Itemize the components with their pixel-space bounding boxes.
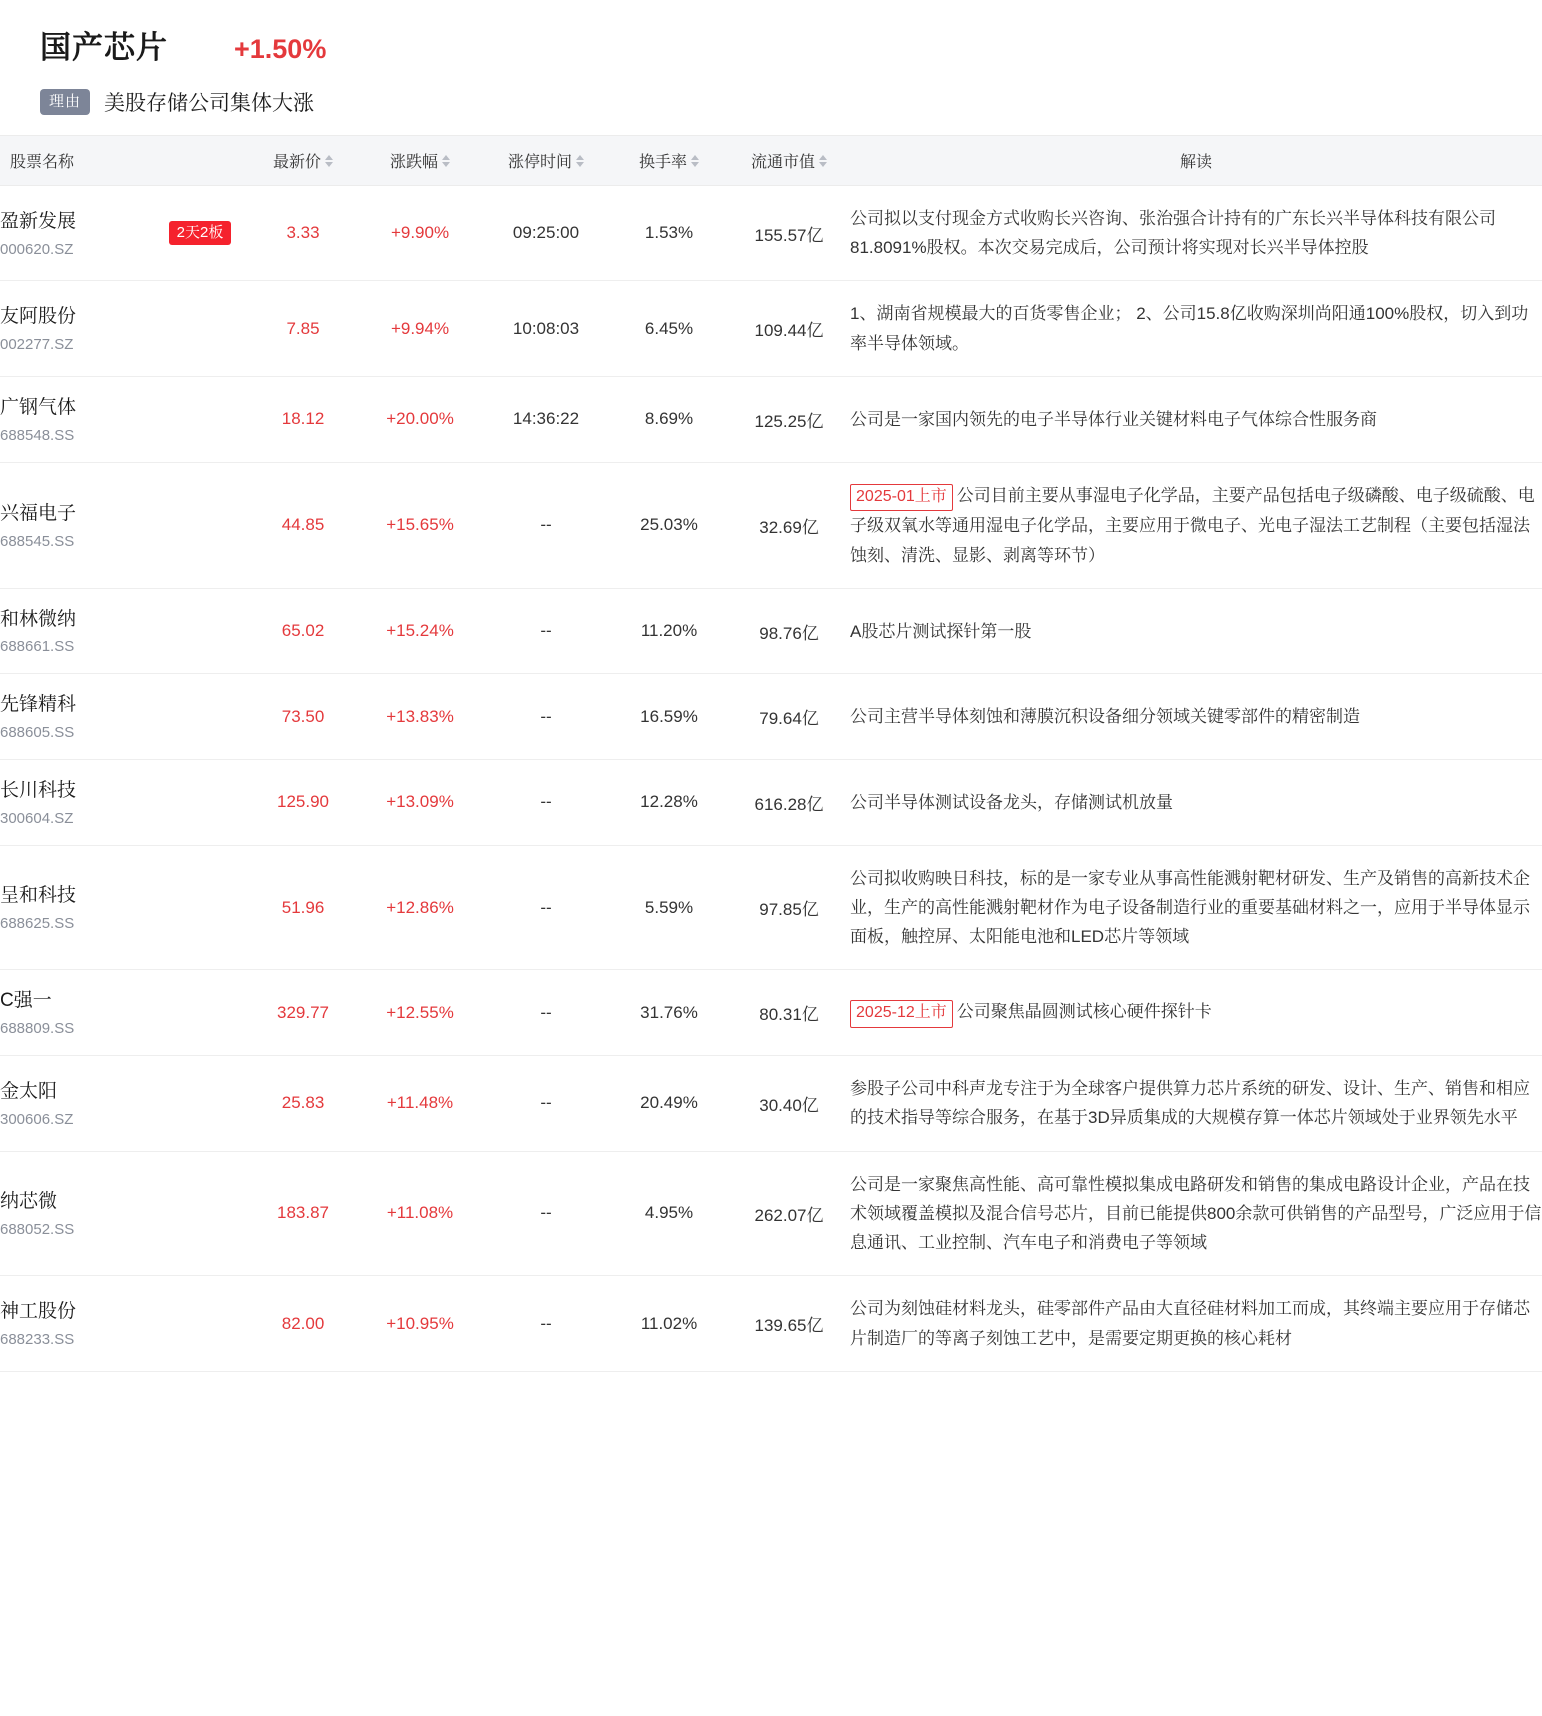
reason-row xyxy=(32,87,1510,117)
price-cell: 183.87 xyxy=(248,1151,358,1276)
table-row[interactable] xyxy=(0,845,1542,970)
stock-name-cell[interactable] xyxy=(0,281,152,376)
turnover-cell: 11.02% xyxy=(610,1276,728,1371)
turnover-cell: 25.03% xyxy=(610,462,728,588)
stock-code: 688661.SS xyxy=(0,638,75,656)
sector-title-row xyxy=(32,22,1510,67)
float-cap-cell: 262.07亿 xyxy=(728,1151,850,1276)
sort-icon[interactable] xyxy=(442,155,450,167)
col-header-float-cap-label: 流通市值 xyxy=(751,154,816,171)
turnover-cell: 11.20% xyxy=(610,588,728,674)
table-body xyxy=(0,186,1542,1372)
limit-time-cell: -- xyxy=(482,845,610,970)
stock-name-cell[interactable] xyxy=(0,588,152,674)
col-header-desc xyxy=(850,136,1542,186)
stock-name-cell[interactable] xyxy=(0,970,152,1056)
desc-text: 公司聚焦晶圆测试核心硬件探针卡 xyxy=(956,1002,1212,1022)
stock-name: 先锋精科 xyxy=(0,694,77,716)
table-row[interactable] xyxy=(0,1151,1542,1276)
float-cap-cell: 139.65亿 xyxy=(728,1276,850,1371)
desc-cell xyxy=(850,462,1542,588)
sort-icon[interactable] xyxy=(819,155,827,167)
board-tag-cell xyxy=(152,1056,248,1151)
board-tag-cell xyxy=(152,376,248,462)
limit-time-cell: -- xyxy=(482,1276,610,1371)
board-tag-cell xyxy=(152,1276,248,1371)
float-cap-cell: 80.31亿 xyxy=(728,970,850,1056)
col-header-price-label: 最新价 xyxy=(273,154,322,171)
col-header-turnover[interactable] xyxy=(610,136,728,186)
change-cell: +20.00% xyxy=(358,376,482,462)
change-cell: +11.08% xyxy=(358,1151,482,1276)
float-cap-cell: 155.57亿 xyxy=(728,186,850,281)
price-cell: 44.85 xyxy=(248,462,358,588)
stock-name-cell[interactable] xyxy=(0,845,152,970)
turnover-cell: 20.49% xyxy=(610,1056,728,1151)
board-tag-cell xyxy=(152,186,248,281)
board-tag-cell xyxy=(152,970,248,1056)
stock-name: 友阿股份 xyxy=(0,306,77,328)
col-header-change-label: 涨跌幅 xyxy=(390,154,439,171)
col-header-turnover-label: 换手率 xyxy=(639,154,688,171)
price-cell: 125.90 xyxy=(248,760,358,846)
stock-name-cell[interactable] xyxy=(0,376,152,462)
desc-cell xyxy=(850,845,1542,970)
price-cell: 51.96 xyxy=(248,845,358,970)
limit-time-cell: 10:08:03 xyxy=(482,281,610,376)
stock-code: 000620.SZ xyxy=(0,240,74,258)
col-header-name-label: 股票名称 xyxy=(10,154,75,171)
turnover-cell: 16.59% xyxy=(610,674,728,760)
col-header-name xyxy=(0,136,248,186)
col-header-price[interactable] xyxy=(248,136,358,186)
limit-time-cell: 14:36:22 xyxy=(482,376,610,462)
price-cell: 82.00 xyxy=(248,1276,358,1371)
stock-code: 688625.SS xyxy=(0,914,75,932)
float-cap-cell: 125.25亿 xyxy=(728,376,850,462)
stock-name-cell[interactable] xyxy=(0,1056,152,1151)
board-tag-cell xyxy=(152,281,248,376)
turnover-cell: 8.69% xyxy=(610,376,728,462)
stock-name: 纳芯微 xyxy=(0,1191,58,1213)
change-cell: +13.83% xyxy=(358,674,482,760)
table-row[interactable] xyxy=(0,376,1542,462)
desc-text: 公司是一家聚焦高性能、高可靠性模拟集成电路研发和销售的集成电路设计企业，产品在技术领域覆盖模拟及混合信号芯片，目前已能提供800余款可供销售的产品型号，广泛应用于信息通讯、工业控制、汽车电子和消费电子等领域 xyxy=(850,1174,1542,1253)
change-cell: +12.86% xyxy=(358,845,482,970)
change-cell: +13.09% xyxy=(358,760,482,846)
table-row[interactable] xyxy=(0,970,1542,1056)
stock-name-cell[interactable] xyxy=(0,674,152,760)
change-cell: +12.55% xyxy=(358,970,482,1056)
table-row[interactable] xyxy=(0,1276,1542,1371)
price-cell: 3.33 xyxy=(248,186,358,281)
limit-time-cell: -- xyxy=(482,588,610,674)
desc-text: 参股子公司中科声龙专注于为全球客户提供算力芯片系统的研发、设计、生产、销售和相应的技术指导等综合服务，在基于3D异质集成的大规模存算一体芯片领域处于业界领先水平 xyxy=(850,1079,1531,1128)
stock-name: 和林微纳 xyxy=(0,608,77,630)
float-cap-cell: 109.44亿 xyxy=(728,281,850,376)
sort-icon[interactable] xyxy=(576,155,584,167)
change-cell: +11.48% xyxy=(358,1056,482,1151)
turnover-cell: 1.53% xyxy=(610,186,728,281)
sector-change: +1.50% xyxy=(234,34,327,64)
turnover-cell: 31.76% xyxy=(610,970,728,1056)
stock-name: 长川科技 xyxy=(0,780,77,802)
table-row[interactable] xyxy=(0,281,1542,376)
desc-text: 公司为刻蚀硅材料龙头，硅零部件产品由大直径硅材料加工而成，其终端主要应用于存储芯片制造厂的等离子刻蚀工艺中，是需要定期更换的核心耗材 xyxy=(850,1299,1531,1348)
col-header-change[interactable] xyxy=(358,136,482,186)
price-cell: 73.50 xyxy=(248,674,358,760)
desc-cell xyxy=(850,281,1542,376)
price-cell: 329.77 xyxy=(248,970,358,1056)
board-tag-cell xyxy=(152,845,248,970)
desc-cell xyxy=(850,588,1542,674)
table-row[interactable] xyxy=(0,186,1542,281)
desc-cell xyxy=(850,186,1542,281)
ipo-badge: 2025-01上市 xyxy=(850,484,953,512)
stock-name-cell[interactable] xyxy=(0,1151,152,1276)
limit-time-cell: -- xyxy=(482,760,610,846)
change-cell: +9.90% xyxy=(358,186,482,281)
desc-text: A股芯片测试探针第一股 xyxy=(850,621,1032,641)
turnover-cell: 6.45% xyxy=(610,281,728,376)
stock-code: 002277.SZ xyxy=(0,336,74,354)
desc-cell xyxy=(850,760,1542,846)
board-tag-cell xyxy=(152,588,248,674)
stock-code: 688052.SS xyxy=(0,1220,75,1238)
stock-code: 300604.SZ xyxy=(0,809,74,827)
float-cap-cell: 79.64亿 xyxy=(728,674,850,760)
turnover-cell: 4.95% xyxy=(610,1151,728,1276)
desc-text: 公司主营半导体刻蚀和薄膜沉积设备细分领域关键零部件的精密制造 xyxy=(850,707,1361,727)
change-cell: +15.24% xyxy=(358,588,482,674)
col-header-limit-time-label: 涨停时间 xyxy=(508,154,573,171)
reason-tag: 理由 xyxy=(40,89,90,115)
table-row[interactable] xyxy=(0,1056,1542,1151)
price-cell: 25.83 xyxy=(248,1056,358,1151)
price-cell: 65.02 xyxy=(248,588,358,674)
sector-header xyxy=(0,0,1542,117)
stock-name: 金太阳 xyxy=(0,1081,58,1103)
table-header-row xyxy=(0,136,1542,186)
desc-text: 公司拟以支付现金方式收购长兴咨询、张治强合计持有的广东长兴半导体科技有限公司81.8091%股权。本次交易完成后，公司预计将实现对长兴半导体控股 xyxy=(850,209,1497,258)
desc-text: 公司是一家国内领先的电子半导体行业关键材料电子气体综合性服务商 xyxy=(850,409,1378,429)
stock-name-cell[interactable] xyxy=(0,186,152,281)
change-cell: +15.65% xyxy=(358,462,482,588)
board-tag: 2天2板 xyxy=(169,221,232,245)
desc-cell xyxy=(850,674,1542,760)
board-tag-cell xyxy=(152,1151,248,1276)
limit-time-cell: 09:25:00 xyxy=(482,186,610,281)
board-tag-cell xyxy=(152,760,248,846)
table-row[interactable] xyxy=(0,588,1542,674)
stock-name: 广钢气体 xyxy=(0,396,77,418)
change-cell: +9.94% xyxy=(358,281,482,376)
stock-code: 688548.SS xyxy=(0,426,75,444)
desc-text: 公司目前主要从事湿电子化学品，主要产品包括电子级磷酸、电子级硫酸、电子级双氧水等通用湿电子化学品，主要应用于微电子、光电子湿法工艺制程（主要包括湿法蚀刻、清洗、显影、剥离等环节） xyxy=(850,485,1535,565)
stock-code: 688605.SS xyxy=(0,724,75,742)
col-header-desc-label: 解读 xyxy=(1180,154,1213,171)
stock-code: 300606.SZ xyxy=(0,1110,74,1128)
float-cap-cell: 98.76亿 xyxy=(728,588,850,674)
table-row[interactable] xyxy=(0,462,1542,588)
stock-code: 688233.SS xyxy=(0,1330,75,1348)
limit-time-cell: -- xyxy=(482,674,610,760)
reason-text: 美股存储公司集体大涨 xyxy=(104,92,315,115)
stock-name: 兴福电子 xyxy=(0,502,77,524)
table-row[interactable] xyxy=(0,760,1542,846)
price-cell: 18.12 xyxy=(248,376,358,462)
turnover-cell: 5.59% xyxy=(610,845,728,970)
ipo-badge: 2025-12上市 xyxy=(850,1000,953,1028)
change-cell: +10.95% xyxy=(358,1276,482,1371)
stock-name-cell[interactable] xyxy=(0,1276,152,1371)
stock-name-cell[interactable] xyxy=(0,760,152,846)
col-header-float-cap[interactable] xyxy=(728,136,850,186)
float-cap-cell: 32.69亿 xyxy=(728,462,850,588)
stock-code: 688545.SS xyxy=(0,532,75,550)
float-cap-cell: 97.85亿 xyxy=(728,845,850,970)
desc-cell xyxy=(850,1056,1542,1151)
stock-name-cell[interactable] xyxy=(0,462,152,588)
limit-time-cell: -- xyxy=(482,462,610,588)
stock-table xyxy=(0,135,1542,1372)
price-cell: 7.85 xyxy=(248,281,358,376)
stock-name: 呈和科技 xyxy=(0,885,77,907)
desc-text: 公司半导体测试设备龙头，存储测试机放量 xyxy=(850,792,1174,812)
board-tag-cell xyxy=(152,462,248,588)
stock-name: C强一 xyxy=(0,990,52,1012)
board-tag-cell xyxy=(152,674,248,760)
col-header-limit-time[interactable] xyxy=(482,136,610,186)
desc-cell xyxy=(850,376,1542,462)
limit-time-cell: -- xyxy=(482,970,610,1056)
desc-cell xyxy=(850,1151,1542,1276)
desc-text: 公司拟收购映日科技，标的是一家专业从事高性能溅射靶材研发、生产及销售的高新技术企业，生产的高性能溅射靶材作为电子设备制造行业的重要基础材料之一，应用于半导体显示面板，触控屏、太阳能电池和LED芯片等领域 xyxy=(850,868,1531,947)
sector-name: 国产芯片 xyxy=(40,30,168,65)
float-cap-cell: 616.28亿 xyxy=(728,760,850,846)
turnover-cell: 12.28% xyxy=(610,760,728,846)
stock-name: 盈新发展 xyxy=(0,210,77,232)
limit-time-cell: -- xyxy=(482,1151,610,1276)
desc-cell xyxy=(850,970,1542,1056)
table-header xyxy=(0,136,1542,186)
sort-icon[interactable] xyxy=(325,155,333,167)
limit-time-cell: -- xyxy=(482,1056,610,1151)
stock-name: 神工股份 xyxy=(0,1301,77,1323)
desc-text: 1、湖南省规模最大的百货零售企业； 2、公司15.8亿收购深圳尚阳通100%股权，切入到功率半导体领域。 xyxy=(850,304,1529,353)
float-cap-cell: 30.40亿 xyxy=(728,1056,850,1151)
table-row[interactable] xyxy=(0,674,1542,760)
stock-code: 688809.SS xyxy=(0,1020,75,1038)
desc-cell xyxy=(850,1276,1542,1371)
sort-icon[interactable] xyxy=(691,155,699,167)
